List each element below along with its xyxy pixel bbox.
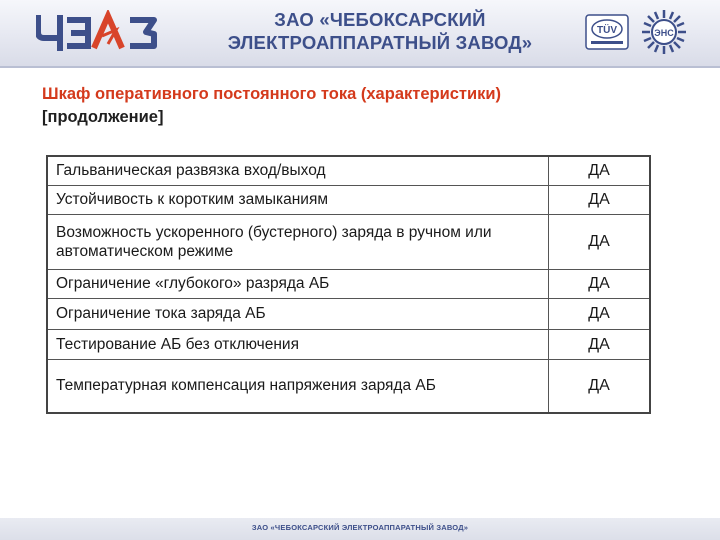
footer-company-name: ЗАО «ЧЕБОКСАРСКИЙ ЭЛЕКТРОАППАРАТНЫЙ ЗАВОД»	[251, 523, 469, 532]
value-cell: ДА	[549, 214, 651, 269]
sun-emblem-icon	[640, 8, 688, 56]
sun-emblem-label: ЭНС	[654, 28, 674, 38]
table-row	[47, 329, 650, 359]
company-name-line2: ЭЛЕКТРОАППАРАТНЫЙ ЗАВОД»	[227, 32, 533, 53]
characteristics-table	[46, 155, 651, 414]
value-cell: ДА	[549, 298, 651, 329]
table-row	[47, 359, 650, 413]
header-banner	[0, 0, 720, 66]
value-cell: ДА	[549, 185, 651, 214]
feature-cell: Устойчивость к коротким замыканиям	[47, 185, 549, 214]
table-row	[47, 214, 650, 269]
company-name	[180, 8, 580, 54]
table-row	[47, 298, 650, 329]
table-row	[47, 269, 650, 298]
table-row	[47, 185, 650, 214]
company-logo	[36, 10, 164, 54]
feature-cell: Гальваническая развязка вход/выход	[47, 156, 549, 185]
company-name-line1: ЗАО «ЧЕБОКСАРСКИЙ	[274, 9, 486, 30]
table-row	[47, 156, 650, 185]
value-cell: ДА	[549, 156, 651, 185]
tuv-certification-icon	[585, 14, 629, 50]
value-cell: ДА	[549, 269, 651, 298]
feature-cell: Ограничение тока заряда АБ	[47, 298, 549, 329]
feature-cell: Возможность ускоренного (бустерного) заряда в ручном или автоматическом режиме	[47, 214, 549, 269]
feature-cell: Тестирование АБ без отключения	[47, 329, 549, 359]
feature-cell: Ограничение «глубокого» разряда АБ	[47, 269, 549, 298]
slide-title-main: Шкаф оперативного постоянного тока (характеристики)	[42, 85, 502, 103]
slide-title	[42, 83, 682, 129]
feature-cell: Температурная компенсация напряжения заряда АБ	[47, 359, 549, 413]
tuv-label: TÜV	[597, 25, 617, 36]
header-divider	[0, 66, 720, 68]
value-cell: ДА	[549, 329, 651, 359]
slide-title-sub: [продолжение]	[42, 108, 164, 126]
value-cell: ДА	[549, 359, 651, 413]
